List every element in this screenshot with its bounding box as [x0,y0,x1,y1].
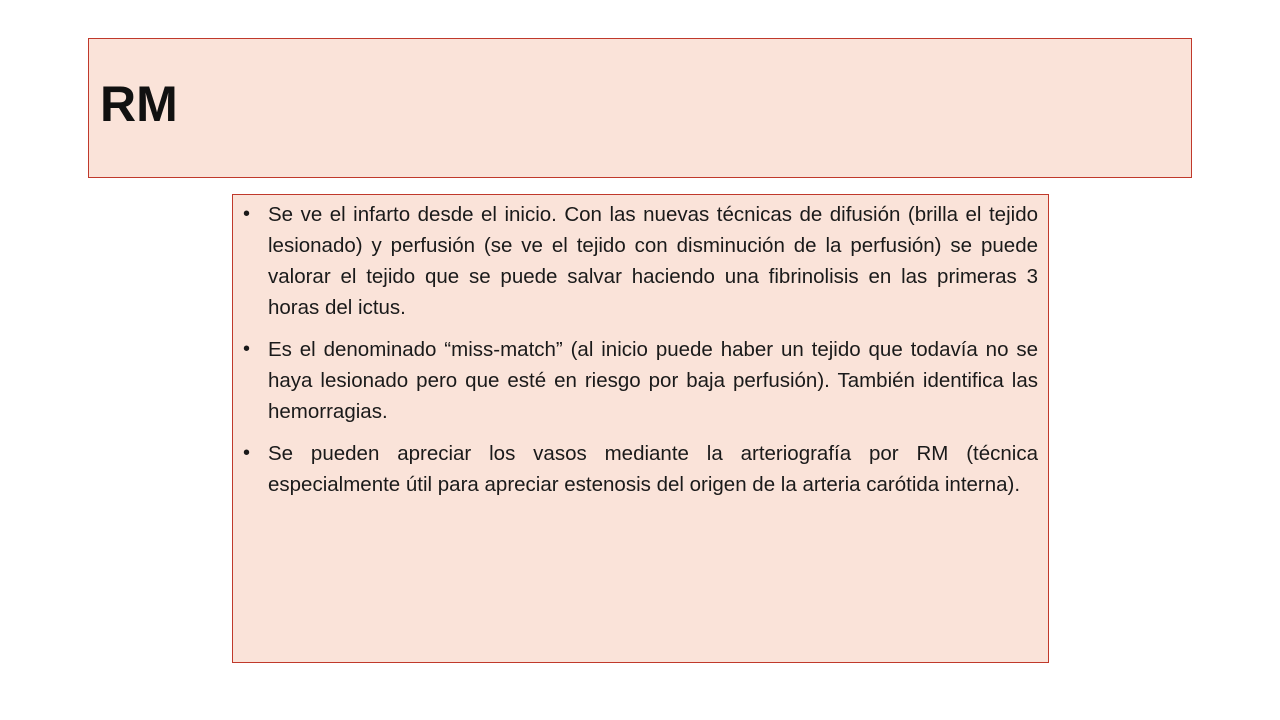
bullet-text: Se pueden apreciar los vasos mediante la arteriografía por RM (técnica especialmente útil para apreciar estenosis del origen de la arteria carótida interna). [268,442,1038,496]
bullet-text: Es el denominado “miss-match” (al inicio puede haber un tejido que todavía no se haya lesionado pero que esté en riesgo por baja perfusión). También identifica las hemorragias. [268,338,1038,423]
bullet-list [239,199,1038,511]
bullet-icon: • [243,203,251,225]
slide-title: RM [100,76,178,132]
bullet-text: Se ve el infarto desde el inicio. Con las nuevas técnicas de difusión (brilla el tejido lesionado) y perfusión (se ve el tejido con disminución de la perfusión) se puede valorar el tejido que se puede salvar haciendo una fibrinolisis en las primeras 3 horas del ictus. [268,203,1038,319]
content-box [232,194,1049,663]
bullet-item-1 [239,199,1038,323]
bullet-icon: • [243,442,251,464]
title-box [88,38,1192,178]
bullet-item-2 [239,334,1038,427]
bullet-icon: • [243,338,251,360]
bullet-item-3 [239,438,1038,500]
